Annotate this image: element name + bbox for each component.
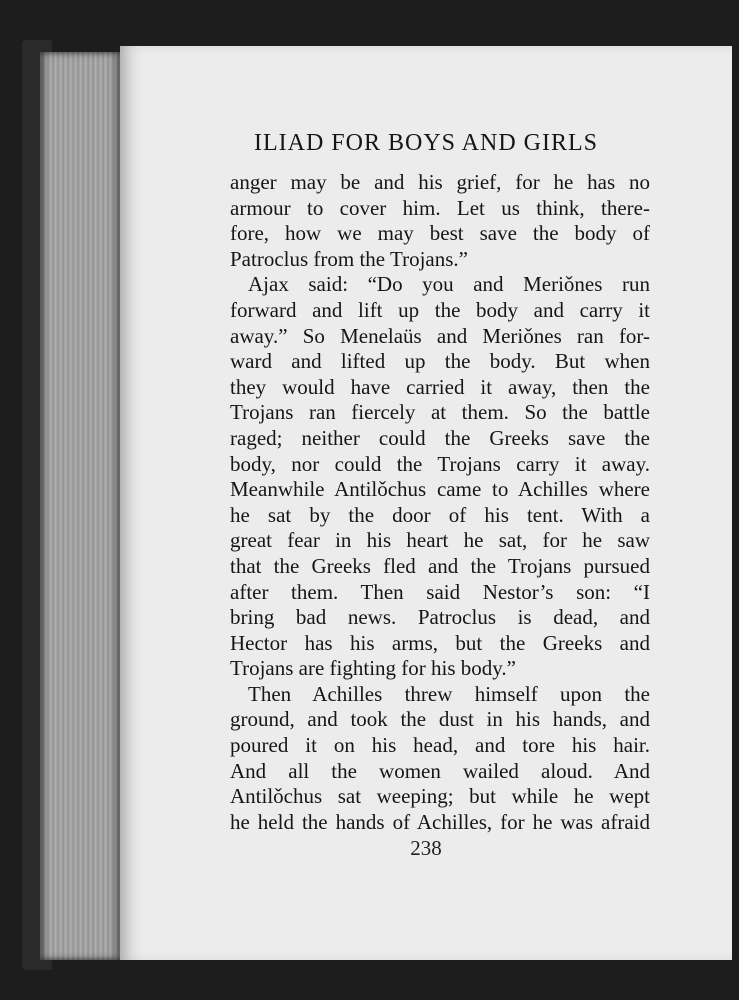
text-line: forward and lift up the body and carry it (230, 297, 650, 322)
book-page (120, 46, 732, 960)
text-line: body, nor could the Trojans carry it away. (230, 451, 650, 476)
text-line: away.” So Menelaüs and Meriǒnes ran for- (230, 323, 650, 348)
text-line: anger may be and his grief, for he has no (230, 170, 650, 194)
text-line: that the Greeks fled and the Trojans pursued (230, 553, 650, 578)
text-line: fore, how we may best save the body of (230, 221, 650, 246)
text-line: after them. Then said Nestor’s son: “I (230, 579, 650, 604)
text-line: Patroclus from the Trojans.” (230, 246, 468, 271)
running-header: ILIAD FOR BOYS AND GIRLS (253, 130, 599, 156)
text-line: Trojans are fighting for his body.” (230, 656, 516, 681)
text-line: Antilǒchus sat weeping; but while he wept (230, 784, 650, 809)
text-line: ward and lifted up the body. But when (230, 349, 650, 374)
text-line: And all the women wailed aloud. And (230, 758, 650, 783)
text-line: they would have carried it away, then the (230, 374, 650, 399)
text-line: Then Achilles threw himself upon the (248, 681, 650, 706)
text-line: Hector has his arms, but the Greeks and (230, 630, 650, 655)
page-number: 238 (410, 836, 442, 860)
text-line: he held the hands of Achilles, for he was afraid (230, 809, 650, 834)
body-text (230, 170, 650, 835)
text-line: he sat by the door of his tent. With a (230, 502, 650, 527)
text-line: Meanwhile Antilǒchus came to Achilles where (230, 477, 650, 502)
text-line: Ajax said: “Do you and Meriǒnes run (248, 272, 650, 297)
text-line: great fear in his heart he sat, for he saw (230, 528, 650, 553)
text-line: bring bad news. Patroclus is dead, and (230, 605, 650, 630)
text-line: armour to cover him. Let us think, there- (230, 195, 650, 220)
text-line: Trojans ran fiercely at them. So the battle (230, 400, 650, 425)
page-edges (40, 52, 122, 960)
text-line: ground, and took the dust in his hands, and (230, 707, 650, 732)
text-line: raged; neither could the Greeks save the (230, 425, 650, 450)
text-line: poured it on his head, and tore his hair. (230, 733, 650, 758)
